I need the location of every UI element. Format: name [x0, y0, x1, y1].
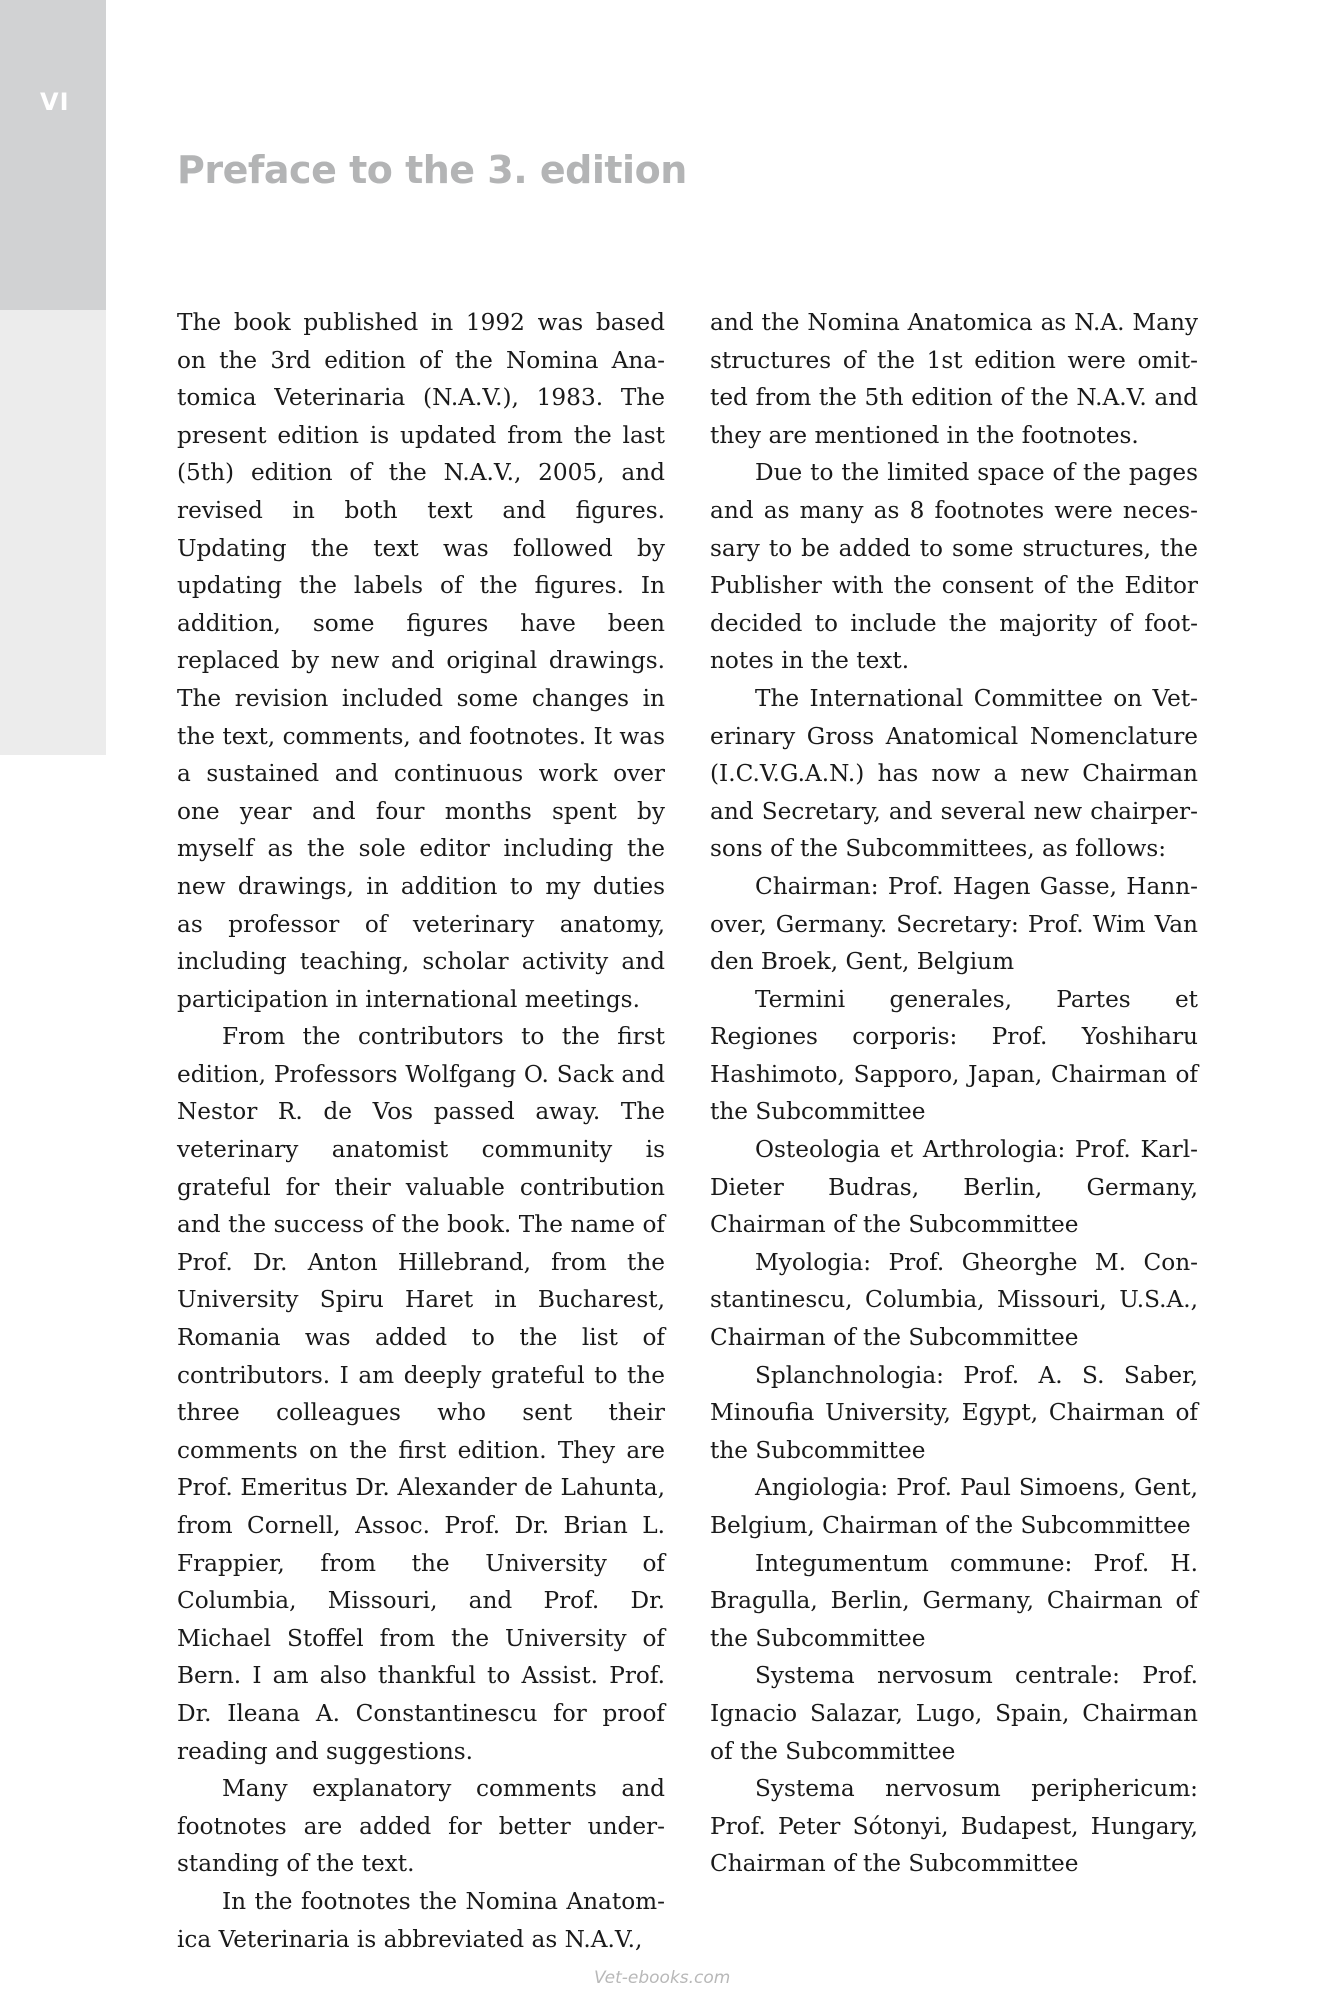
paragraph: From the contributors to the first edition, Professors Wolfgang O. Sack and Nestor R. de Vos passed away. The veterinary anatomist community is grateful for their valuable contribution and the success of the book. The name of Prof. Dr. Anton Hillebrand, from the University Spiru Haret in Bucharest, Romania was added to the list of contributors. I am deeply grateful to the three colleagues who sent their comments on the first edition. They are Prof. Emeritus Dr. Alexander de Lahunta, from Cornell, Assoc. Prof. Dr. Brian L. Frappier, from the University of Columbia, Missouri, and Prof. Dr. Michael Stoffel from the University of Bern. I am also thankful to Assist. Prof. Dr. Ileana A. Constantinescu for proof reading and suggestions. [177, 1023, 665, 1765]
paragraph: Splanchnologia: Prof. A. S. Saber, Minoufia University, Egypt, Chairman of the Subcommittee [710, 1361, 1198, 1464]
watermark: Vet-ebooks.com [594, 1968, 731, 1988]
left-column [177, 304, 665, 1958]
chapter-tab-lower [0, 310, 106, 755]
right-column [710, 304, 1198, 1883]
paragraph: and the Nomina Anatomica as N.A. Many structures of the 1st edition were omitted from the 5th edition of the N.A.V. and they are mentioned in the footnotes. [710, 309, 1198, 449]
paragraph: The International Committee on Veterinary Gross Anatomical Nomenclature (I.C.V.G.A.N.) has now a new Chairman and Secretary, and several new chairpersons of the Subcommittees, as follows: [710, 684, 1198, 863]
paragraph: Termini generales, Partes et Regiones corporis: Prof. Yoshiharu Hashimoto, Sapporo, Japan, Chairman of the Subcommittee [710, 985, 1198, 1126]
paragraph: Angiologia: Prof. Paul Simoens, Gent, Belgium, Chairman of the Subcommittee [710, 1474, 1198, 1539]
page-number: VI [40, 88, 70, 116]
paragraph: Due to the limited space of the pages and as many as 8 footnotes were necessary to be added to some structures, the Publisher with the consent of the Editor decided to include the majority of footnotes in the text. [710, 459, 1198, 675]
paragraph: Myologia: Prof. Gheorghe M. Constantinescu, Columbia, Missouri, U.S.A., Chairman of the Subcommittee [710, 1248, 1198, 1352]
paragraph: Integumentum commune: Prof. H. Bragulla, Berlin, Germany, Chairman of the Subcommittee [710, 1549, 1198, 1652]
paragraph: Systema nervosum periphericum: Prof. Peter Sótonyi, Budapest, Hungary, Chairman of the Subcommittee [710, 1775, 1198, 1878]
paragraph: Osteologia et Arthrologia: Prof. Karl-Dieter Budras, Berlin, Germany, Chairman of the Subcommittee [710, 1136, 1198, 1239]
paragraph: Many explanatory comments and footnotes are added for better understanding of the text. [177, 1775, 665, 1878]
paragraph: Chairman: Prof. Hagen Gasse, Hannover, Germany. Secretary: Prof. Wim Van den Broek, Gent, Belgium [710, 872, 1198, 976]
paragraph: The book published in 1992 was based on the 3rd edition of the Nomina Anatomica Veterinaria (N.A.V.), 1983. The present edition is updated from the last (5th) edition of the N.A.V., 2005, and revised in both text and figures. Updating the text was followed by updating the labels of the figures. In addition, some figures have been replaced by new and original drawings. The revision included some changes in the text, comments, and footnotes. It was a sustained and continuous work over one year and four months spent by myself as the sole editor including the new drawings, in addition to my duties as professor of veterinary anatomy, including teaching, scholar activity and participation in international meetings. [177, 309, 665, 1013]
paragraph: In the footnotes the Nomina Anatomica Veterinaria is abbreviated as N.A.V., [177, 1887, 665, 1953]
chapter-tab [0, 0, 106, 310]
paragraph: Systema nervosum centrale: Prof. Ignacio Salazar, Lugo, Spain, Chairman of the Subcommittee [710, 1662, 1198, 1765]
page-title: Preface to the 3. edition [177, 148, 687, 192]
